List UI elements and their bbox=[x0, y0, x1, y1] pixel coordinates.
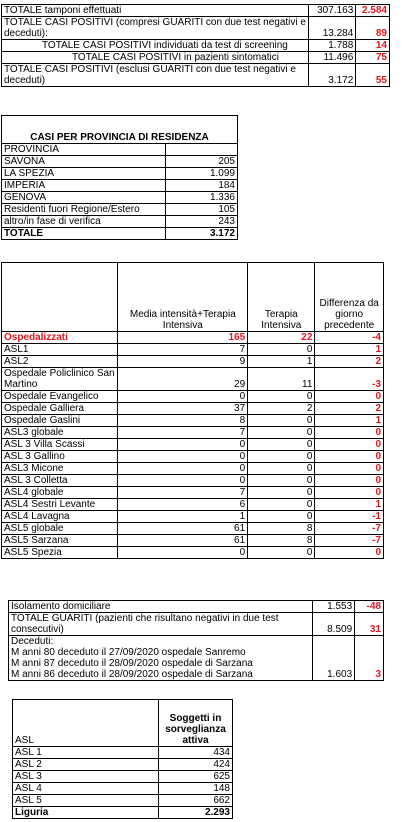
surveillance-value: 434 bbox=[159, 747, 233, 759]
surveillance-row bbox=[13, 759, 233, 771]
summary-delta: 89 bbox=[356, 17, 390, 40]
province-value: 105 bbox=[165, 204, 237, 216]
surveillance-label: ASL 5 bbox=[13, 795, 159, 807]
hospital-v1: 37 bbox=[118, 403, 248, 415]
province-label: altro/in fase di verifica bbox=[2, 216, 166, 228]
hospital-label: Ospedale Policlinico San Martino bbox=[2, 368, 118, 391]
hospital-row bbox=[2, 356, 384, 368]
guariti-delta: 31 bbox=[355, 613, 384, 636]
hospital-delta: 0 bbox=[315, 427, 384, 439]
summary-row bbox=[2, 17, 390, 40]
hospital-row bbox=[2, 427, 384, 439]
summary-label: TOTALE CASI POSITIVI individuati da test di screening bbox=[2, 40, 309, 52]
surveillance-col-value: Soggetti in sorveglianza attiva bbox=[159, 700, 233, 747]
surveillance-row bbox=[13, 783, 233, 795]
hospital-v2: 0 bbox=[248, 391, 315, 403]
surveillance-value: 148 bbox=[159, 783, 233, 795]
hospital-delta: 0 bbox=[315, 391, 384, 403]
hospital-delta: 0 bbox=[315, 463, 384, 475]
deceduto-line: M anni 87 deceduto il 28/09/2020 ospedale di Sarzana bbox=[11, 658, 253, 669]
hospital-v2: 2 bbox=[248, 403, 315, 415]
surveillance-label: ASL 3 bbox=[13, 771, 159, 783]
hospital-delta: 1 bbox=[315, 344, 384, 356]
hospital-v1: 0 bbox=[118, 439, 248, 451]
deceduti-delta: 3 bbox=[355, 636, 384, 681]
surveillance-table bbox=[12, 699, 233, 819]
summary-label: TOTALE tamponi effettuati bbox=[2, 5, 309, 17]
province-total-label: TOTALE bbox=[2, 228, 166, 240]
hospital-v1: 0 bbox=[118, 475, 248, 487]
surveillance-label: ASL 1 bbox=[13, 747, 159, 759]
deceduti-cell bbox=[9, 636, 313, 681]
summary-label: TOTALE CASI POSITIVI (compresi GUARITI con due test negativi e deceduti): bbox=[2, 17, 309, 40]
summary-label: TOTALE CASI POSITIVI (esclusi GUARITI con due test negativi e deceduti) bbox=[2, 64, 309, 87]
province-rows bbox=[2, 156, 238, 228]
guariti-value: 8.509 bbox=[313, 613, 355, 636]
hospital-v2: 0 bbox=[248, 427, 315, 439]
hospital-label: ASL5 Spezia bbox=[2, 547, 118, 559]
hospital-v2: 0 bbox=[248, 487, 315, 499]
hospital-label: ASL5 globale bbox=[2, 523, 118, 535]
hospital-label: ASL4 Sestri Levante bbox=[2, 499, 118, 511]
hospital-row bbox=[2, 368, 384, 391]
summary-value: 307.163 bbox=[309, 5, 356, 17]
summary-label: TOTALE CASI POSITIVI in pazienti sintomatici bbox=[2, 52, 309, 64]
hospital-v1: 7 bbox=[118, 487, 248, 499]
hospital-label: ASL5 Sarzana bbox=[2, 535, 118, 547]
surveillance-total-row bbox=[13, 807, 233, 819]
hospital-row bbox=[2, 451, 384, 463]
summary-table bbox=[1, 4, 390, 87]
hospital-row bbox=[2, 403, 384, 415]
hospital-v1: 61 bbox=[118, 523, 248, 535]
hospital-v2: 8 bbox=[248, 523, 315, 535]
hospital-v1: 6 bbox=[118, 499, 248, 511]
province-row bbox=[2, 168, 238, 180]
province-value: 1.336 bbox=[165, 192, 237, 204]
province-title-row bbox=[2, 127, 238, 144]
province-row bbox=[2, 192, 238, 204]
province-blank-row bbox=[2, 116, 238, 128]
hospital-rows bbox=[2, 344, 384, 559]
hospital-col-media: Media intensità+Terapia Intensiva bbox=[118, 263, 248, 332]
hospital-delta: 0 bbox=[315, 475, 384, 487]
isolamento-label: Isolamento domiciliare bbox=[9, 601, 313, 613]
hospital-table bbox=[1, 262, 384, 559]
province-value: 184 bbox=[165, 180, 237, 192]
hospital-label: ASL4 globale bbox=[2, 487, 118, 499]
hospital-row bbox=[2, 535, 384, 547]
surveillance-value: 424 bbox=[159, 759, 233, 771]
summary-value: 3.172 bbox=[309, 64, 356, 87]
hospital-delta: -1 bbox=[315, 511, 384, 523]
summary-delta: 55 bbox=[356, 64, 390, 87]
hospital-row bbox=[2, 499, 384, 511]
hospital-delta: 2 bbox=[315, 356, 384, 368]
hospital-row bbox=[2, 547, 384, 559]
hospital-row bbox=[2, 415, 384, 427]
hospital-v2: 8 bbox=[248, 535, 315, 547]
hospital-v1: 0 bbox=[118, 391, 248, 403]
hospital-v1: 61 bbox=[118, 535, 248, 547]
hospital-label: ASL3 globale bbox=[2, 427, 118, 439]
hospital-row bbox=[2, 511, 384, 523]
province-row bbox=[2, 204, 238, 216]
hospital-delta: 0 bbox=[315, 487, 384, 499]
surveillance-value: 625 bbox=[159, 771, 233, 783]
summary-value: 1.788 bbox=[309, 40, 356, 52]
deceduti-row bbox=[9, 636, 384, 681]
hospital-row bbox=[2, 344, 384, 356]
surveillance-label: ASL 4 bbox=[13, 783, 159, 795]
hospital-row bbox=[2, 391, 384, 403]
province-table bbox=[1, 115, 238, 240]
province-label: LA SPEZIA bbox=[2, 168, 166, 180]
hospital-row bbox=[2, 475, 384, 487]
summary-value: 11.496 bbox=[309, 52, 356, 64]
province-value: 243 bbox=[165, 216, 237, 228]
hospital-v1: 7 bbox=[118, 344, 248, 356]
hospital-delta: 1 bbox=[315, 415, 384, 427]
ospedalizzati-label: Ospedalizzati bbox=[2, 332, 118, 344]
hospital-v2: 0 bbox=[248, 439, 315, 451]
hospital-col-diff: Differenza da giorno precedente bbox=[315, 263, 384, 332]
province-total-row bbox=[2, 228, 238, 240]
province-value: 1.099 bbox=[165, 168, 237, 180]
summary-delta: 2.584 bbox=[356, 5, 390, 17]
ospedalizzati-delta: -4 bbox=[315, 332, 384, 344]
hospital-v2: 0 bbox=[248, 463, 315, 475]
hospital-label: ASL 3 Colletta bbox=[2, 475, 118, 487]
surveillance-value: 662 bbox=[159, 795, 233, 807]
surveillance-label: ASL 2 bbox=[13, 759, 159, 771]
surveillance-total-value: 2.293 bbox=[159, 807, 233, 819]
hospital-v2: 0 bbox=[248, 415, 315, 427]
hospital-label: ASL 3 Villa Scassi bbox=[2, 439, 118, 451]
hospital-v2: 1 bbox=[248, 356, 315, 368]
hospital-label: ASL3 Micone bbox=[2, 463, 118, 475]
hospital-delta: 0 bbox=[315, 547, 384, 559]
hospital-v1: 9 bbox=[118, 356, 248, 368]
hospital-row bbox=[2, 523, 384, 535]
isolamento-row bbox=[9, 601, 384, 613]
summary-delta: 75 bbox=[356, 52, 390, 64]
hospital-label: ASL4 Lavagna bbox=[2, 511, 118, 523]
guariti-label: TOTALE GUARITI (pazienti che risultano negativi in due test consecutivi) bbox=[9, 613, 313, 636]
province-row bbox=[2, 216, 238, 228]
deceduti-value: 1.603 bbox=[313, 636, 355, 681]
province-label: GENOVA bbox=[2, 192, 166, 204]
summary-rows bbox=[2, 5, 390, 87]
hospital-v1: 1 bbox=[118, 511, 248, 523]
province-row bbox=[2, 180, 238, 192]
hospital-v2: 0 bbox=[248, 499, 315, 511]
hospital-v1: 8 bbox=[118, 415, 248, 427]
province-label: IMPERIA bbox=[2, 180, 166, 192]
hospital-col-ti: Terapia Intensiva bbox=[248, 263, 315, 332]
ospedalizzati-v1: 165 bbox=[118, 332, 248, 344]
hospital-label: ASL1 bbox=[2, 344, 118, 356]
hospital-delta: 0 bbox=[315, 451, 384, 463]
deceduti-lines bbox=[11, 647, 310, 680]
province-label: Residenti fuori Regione/Estero bbox=[2, 204, 166, 216]
hospital-label: ASL 3 Gallino bbox=[2, 451, 118, 463]
hospital-label: Ospedale Gaslini bbox=[2, 415, 118, 427]
hospital-v2: 0 bbox=[248, 451, 315, 463]
guariti-row bbox=[9, 613, 384, 636]
hospital-row bbox=[2, 487, 384, 499]
hospital-label: Ospedale Galliera bbox=[2, 403, 118, 415]
isolamento-value: 1.553 bbox=[313, 601, 355, 613]
province-header-row bbox=[2, 144, 238, 156]
province-total-value: 3.172 bbox=[165, 228, 237, 240]
hospital-delta: -3 bbox=[315, 368, 384, 391]
summary-row bbox=[2, 64, 390, 87]
hospital-v1: 7 bbox=[118, 427, 248, 439]
surveillance-header-row bbox=[13, 700, 233, 747]
province-value: 205 bbox=[165, 156, 237, 168]
surveillance-row bbox=[13, 795, 233, 807]
hospital-delta: -7 bbox=[315, 535, 384, 547]
hospital-header-row bbox=[2, 263, 384, 332]
summary-value: 13.284 bbox=[309, 17, 356, 40]
hospital-total-row bbox=[2, 332, 384, 344]
hospital-v2: 11 bbox=[248, 368, 315, 391]
surveillance-col-asl: ASL bbox=[13, 700, 159, 747]
province-title: CASI PER PROVINCIA DI RESIDENZA bbox=[2, 127, 238, 144]
deceduto-line: M anni 80 deceduto il 27/09/2020 ospedale Sanremo bbox=[11, 647, 246, 658]
surveillance-rows bbox=[13, 747, 233, 807]
summary-row bbox=[2, 52, 390, 64]
summary-row bbox=[2, 5, 390, 17]
hospital-delta: 1 bbox=[315, 499, 384, 511]
hospital-v1: 0 bbox=[118, 451, 248, 463]
summary-delta: 14 bbox=[356, 40, 390, 52]
surveillance-row bbox=[13, 747, 233, 759]
hospital-delta: -7 bbox=[315, 523, 384, 535]
surveillance-total-label: Liguria bbox=[13, 807, 159, 819]
deceduto-line: M anni 86 deceduto il 28/09/2020 ospedale di Sarzana bbox=[11, 669, 253, 680]
hospital-label: ASL2 bbox=[2, 356, 118, 368]
province-label: SAVONA bbox=[2, 156, 166, 168]
deceduti-label: Deceduti: bbox=[11, 636, 54, 647]
hospital-row bbox=[2, 463, 384, 475]
hospital-v1: 0 bbox=[118, 463, 248, 475]
surveillance-row bbox=[13, 771, 233, 783]
summary-row bbox=[2, 40, 390, 52]
hospital-v2: 0 bbox=[248, 511, 315, 523]
hospital-label: Ospedale Evangelico bbox=[2, 391, 118, 403]
status-table bbox=[8, 600, 384, 681]
hospital-v1: 29 bbox=[118, 368, 248, 391]
province-header: PROVINCIA bbox=[2, 144, 166, 156]
hospital-v2: 0 bbox=[248, 344, 315, 356]
province-row bbox=[2, 156, 238, 168]
hospital-v1: 0 bbox=[118, 547, 248, 559]
hospital-v2: 0 bbox=[248, 475, 315, 487]
hospital-delta: 0 bbox=[315, 439, 384, 451]
hospital-v2: 0 bbox=[248, 547, 315, 559]
hospital-row bbox=[2, 439, 384, 451]
ospedalizzati-v2: 22 bbox=[248, 332, 315, 344]
isolamento-delta: -48 bbox=[355, 601, 384, 613]
hospital-delta: 2 bbox=[315, 403, 384, 415]
